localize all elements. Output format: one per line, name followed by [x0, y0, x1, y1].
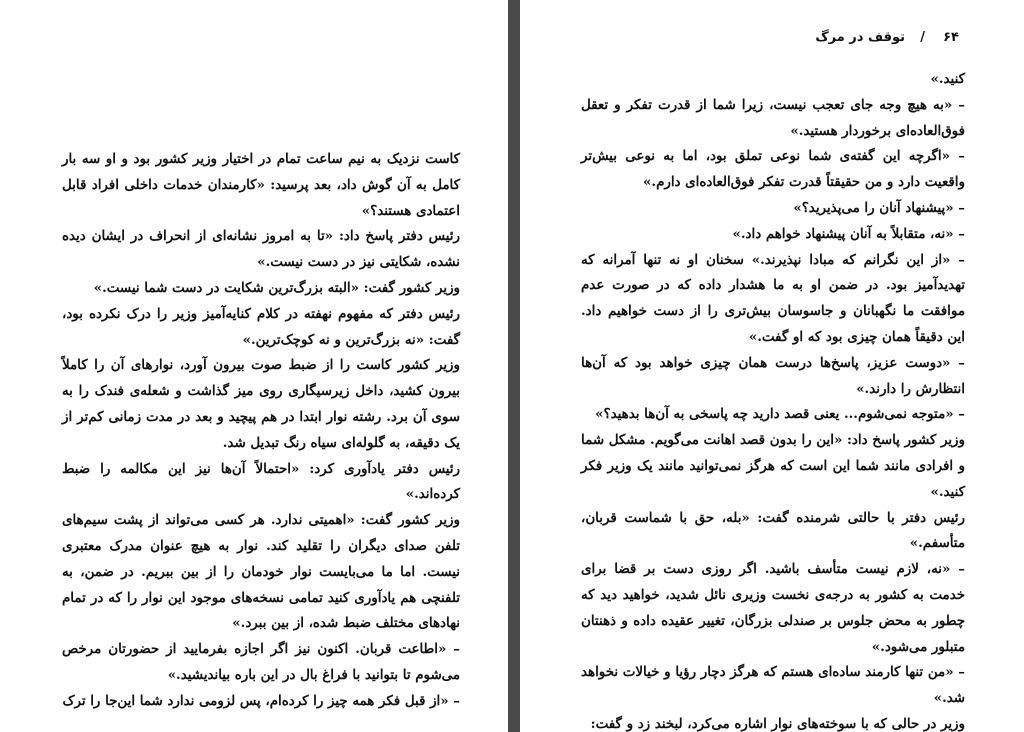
- paragraph: کنید.»: [930, 71, 965, 87]
- paragraph: – «پیشنهاد آنان را می‌پذیرید؟»: [793, 199, 965, 216]
- page-number: ۶۴: [943, 30, 959, 45]
- page-header: [581, 30, 965, 52]
- paragraph: – «از قبل فکر همه چیز را کرده‌ام، پس لزومی ندارد شما این‌جا را ترک: [62, 692, 460, 709]
- book-spine-divider: [508, 0, 520, 732]
- paragraph: رئیس دفتر با حالتی شرمنده گفت: «بله، حق با شماست قربان، متأسفم.»: [581, 509, 965, 552]
- paragraph: وزیر در حالی که با سوخته‌های نوار اشاره می‌کرد، لبخند زد و گفت:: [590, 715, 965, 732]
- paragraph: – «اطاعت قربان. اکنون نیز اگر اجازه بفرمایید از حضورتان مرخص می‌شوم تا بتوانید با فراغ بال در این باره بیاندیشید.»: [62, 641, 460, 683]
- paragraph: – «نه، متقابلاً به آنان پیشنهاد خواهم داد.»: [732, 225, 965, 242]
- paragraph: وزیر کشور گفت: «اهمیتی ندارد. هر کسی می‌تواند از پشت سیم‌های تلفن صدای دیگران را تقلید کند. نوار به هیچ عنوان مدرک معتبری نیست. اما ما می‌بایست نوار خودمان را از بین ببریم. در ضمن، به تلفنچی هم یادآوری کنید تمامی نسخه‌های موجود این نوار را که در تمام نهادهای مختلف ضبط شده، از بین ببرد.»: [62, 512, 460, 632]
- paragraph: رئیس دفتر که مفهوم نهفته در کلام کنایه‌آمیز وزیر را درک نکرده بود، گفت: «نه بزرگ‌ترین و نه کوچک‌ترین.»: [62, 305, 460, 348]
- paragraph: وزیر کشور پاسخ داد: «این را بدون قصد اهانت می‌گویم. مشکل شما و افرادی مانند شما این است که هرگز نمی‌توانید مانند یک وزیر فکر کنید.»: [581, 432, 965, 500]
- paragraph: – «اگرچه این گفته‌ی شما نوعی تملق بود، اما به نوعی بیش‌تر واقعیت دارد و من حقیقتاً قدرت تفکر فوق‌العاده‌ای دارم.»: [581, 148, 965, 191]
- paragraph: – «به هیچ وجه جای تعجب نیست، زیرا شما از قدرت تفکر و تعقل فوق‌العاده‌ای برخوردار هستید.»: [581, 96, 965, 139]
- paragraph: وزیر کشور کاست را از ضبط صوت بیرون آورد، نوارهای آن را کاملاً بیرون کشید، داخل زیرسیگاری روی میز گذاشت و شعله‌ی فندک را به سوی آن برد. رشته نوار ابتدا در هم پیچید و بعد در مدت زمانی کم‌تر از یک دقیقه، به گلوله‌ای سیاه رنگ تبدیل شد.: [62, 357, 460, 451]
- paragraph: وزیر کشور گفت: «البته بزرگ‌ترین شکایت در دست شما نیست.»: [93, 279, 460, 296]
- paragraph: – «دوست عزیز، پاسخ‌ها درست همان چیزی خواهد بود که آن‌ها انتظارش را دارند.»: [581, 354, 965, 397]
- paragraph: رئیس دفتر یادآوری کرد: «احتمالاً آن‌ها نیز این مکالمه را ضبط کرده‌اند.»: [62, 460, 460, 503]
- paragraph: – «متوجه نمی‌شوم... یعنی قصد دارید چه پاسخی به آن‌ها بدهید؟»: [595, 406, 965, 423]
- left-page: [0, 0, 508, 732]
- paragraph: – «نه، لازم نیست متأسف باشید. اگر روزی دست بر قضا برای خدمت به کشور به درجه‌ی نخست وزیری نائل شدید، خواهید دید که چطور به محض جلوس بر صندلی بزرگان، تغییر عقیده داده و ذهنتان متبلور می‌شود.»: [581, 561, 965, 655]
- right-page-body: [581, 67, 965, 732]
- left-page-body: [62, 147, 460, 715]
- paragraph: رئیس دفتر پاسخ داد: «تا به امروز نشانه‌ای از انحراف در ایشان دیده نشده، شکایتی نیز در دست نیست.»: [62, 228, 460, 271]
- running-title: توقف در مرگ: [815, 30, 905, 45]
- paragraph: – «من تنها کارمند ساده‌ای هستم که هرگز دچار رؤیا و خیالات نخواهد شد.»: [581, 664, 965, 707]
- header-separator: /: [920, 30, 925, 45]
- paragraph: – «از این نگرانم که مبادا نپذیرند.» سخنان او نه تنها آمرانه که تهدیدآمیز بود. در ضمن او به ما هشدار داده که در صورت عدم موافقت ما نگهبانان و جاسوسان بیش‌تری را از دست خواهیم داد. این دقیقاً همان چیزی بود که او گفت.»: [581, 251, 965, 345]
- right-page: [520, 0, 1024, 732]
- paragraph: کاست نزدیک به نیم ساعت تمام در اختیار وزیر کشور بود و او سه بار کامل به آن گوش داد، بعد پرسید: «کارمندان خدمات داخلی افراد قابل اعتمادی هستند؟»: [62, 151, 460, 219]
